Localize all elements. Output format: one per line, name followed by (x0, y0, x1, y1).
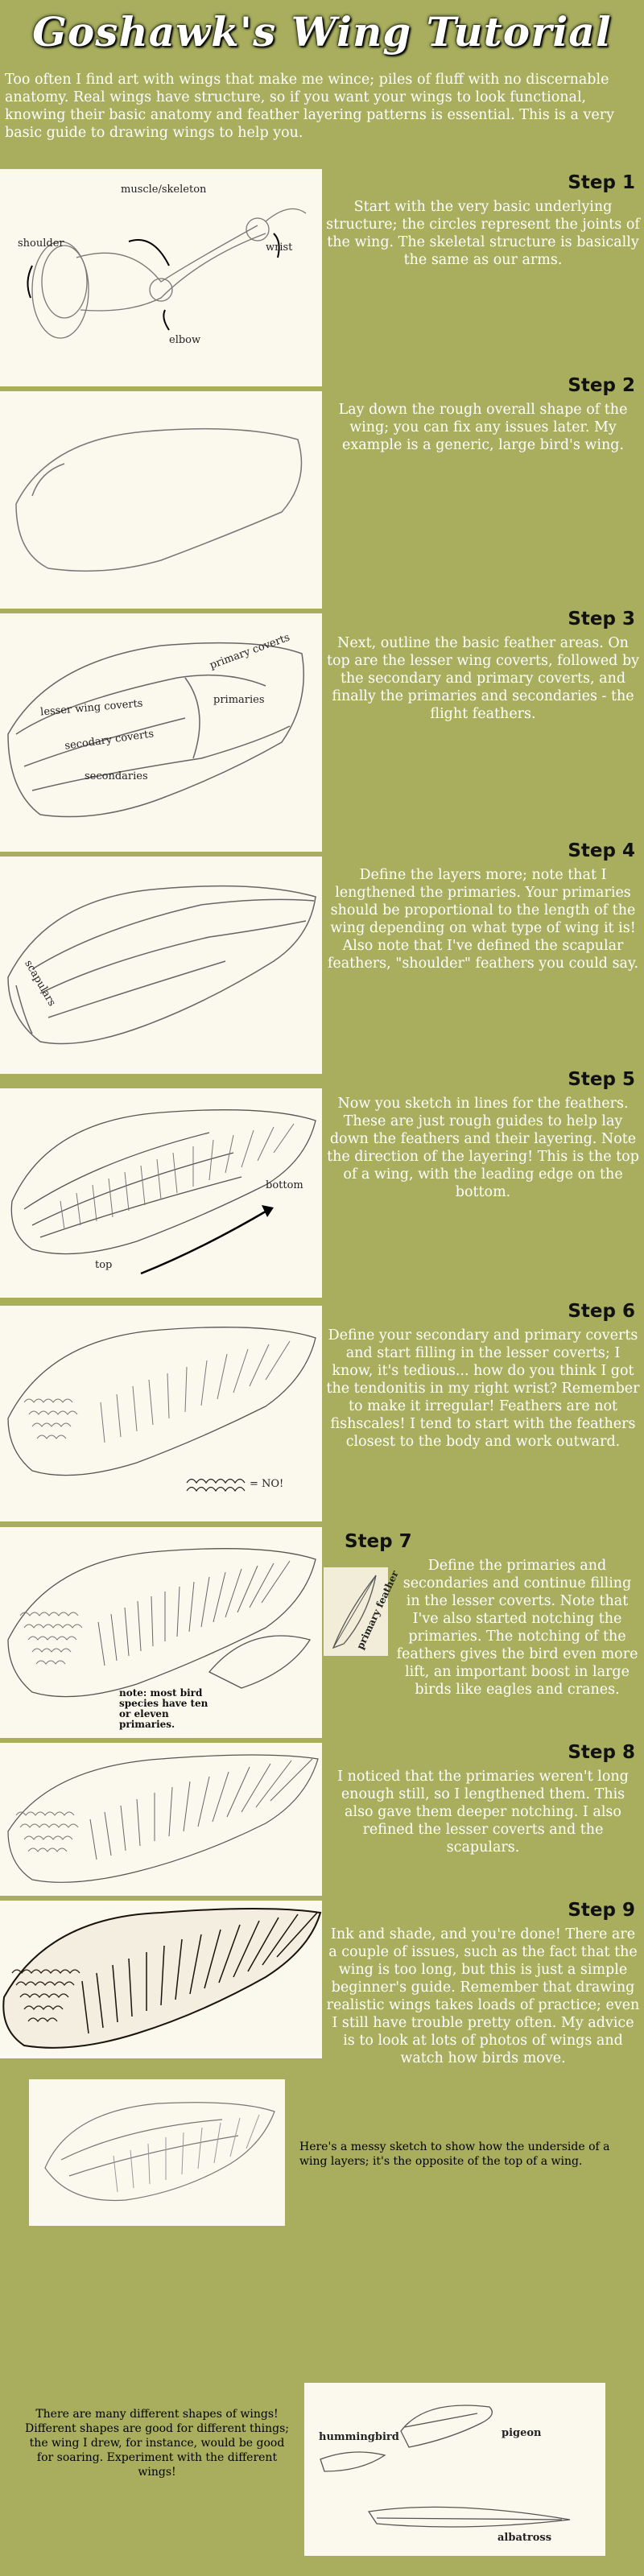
albatross-label: albatross (497, 2532, 552, 2544)
step-text: I noticed that the primaries weren't long enough still, so I lengthened them. This also gave them deeper notching. I also refined the lesser coverts and the scapulars. (337, 1769, 629, 1856)
step-text: Ink and shade, and you're done! There are a couple of issues, such as the fact that the wing is too long, but this is just a simple beginner's guide. Remember that drawing realistic wings takes loads of practice; even I still have trouble pretty often. My advice is to look at lots of photos of wings and watch how birds move. (326, 1926, 640, 2066)
step-text: Define your secondary and primary coverts and start filling in the lesser coverts; I know, it's tedious... how do you think I got the tendonitis in my right wrist? Remember to make it irregular! Feathers are not fishscales! I tend to start with the feathers closest to the body and work outward. (326, 1327, 640, 1450)
top-label: top (95, 1259, 113, 1271)
scapulars-label: scapulars (22, 958, 58, 1009)
step-title: Step 7 (345, 1531, 412, 1552)
step-6 (326, 1301, 640, 1451)
primary-feather-label: primary feather (354, 1569, 401, 1651)
feather-lines-sketch (0, 1088, 322, 1298)
wing-shapes-caption: There are many different shapes of wings! Different shapes are good for different things; the wing I drew, for instance, would be good for soaring. Experiment with the different wings! (25, 2408, 289, 2479)
step-4-image (0, 857, 322, 1074)
no-label: = NO! (250, 1478, 284, 1490)
step-7-image (0, 1527, 322, 1738)
muscle-label: muscle/skeleton (121, 184, 207, 196)
underside-wing-sketch (29, 2079, 285, 2226)
step-3-image (0, 613, 322, 852)
primary-coverts-label: primary coverts (208, 631, 292, 672)
layers-sketch (0, 857, 322, 1074)
elbow-label: elbow (169, 334, 201, 346)
step-text: Now you sketch in lines for the feathers. These are just rough guides to help lay down the feathers and their layering. Note the direction of the layering! This is the top of a wing, with the leading edge on the bottom. (327, 1096, 639, 1200)
pigeon-label: pigeon (502, 2427, 542, 2439)
refined-wing-sketch (0, 1743, 322, 1896)
step-4 (326, 840, 640, 972)
wrist-label: wrist (266, 242, 293, 254)
step-5 (326, 1069, 640, 1201)
step-text: Lay down the rough overall shape of the wing; you can fix any issues later. My example is a generic, large bird's wing. (338, 402, 628, 453)
step-2-image (0, 391, 322, 609)
wing-shapes-sketch (304, 2383, 605, 2556)
primaries-note: note: most bird species have ten or eleven primaries. (119, 1687, 208, 1730)
step-3 (326, 609, 640, 723)
step-title: Step 6 (568, 1301, 635, 1322)
wing-shapes-image (304, 2383, 605, 2556)
skeleton-sketch (0, 169, 322, 386)
lesser-coverts-label: lesser wing coverts (39, 697, 144, 719)
step-text: Start with the very basic underlying structure; the circles represent the joints of the wing. The skeletal structure is basically the same as our arms. (326, 199, 640, 268)
step-title: Step 1 (568, 172, 635, 193)
shoulder-label: shoulder (18, 237, 64, 250)
primary-feather-inset (324, 1567, 401, 1656)
step-2 (326, 375, 640, 454)
secondaries-label: secondaries (85, 770, 148, 782)
intro-text: Too often I find art with wings that make me wince; piles of fluff with no discernable anatomy. Real wings have structure, so if you want your wings to look functional, knowing their basic anatomy and feather layering patterns is essential. This is a very basic guide to drawing wings to help you. (5, 72, 614, 141)
hummingbird-label: hummingbird (319, 2431, 399, 2443)
inked-wing (0, 1901, 322, 2058)
step-title: Step 5 (568, 1069, 635, 1090)
step-9-image (0, 1901, 322, 2058)
step-title: Step 8 (568, 1742, 635, 1763)
step-5-image (0, 1088, 322, 1298)
step-text: Define the layers more; note that I lengthened the primaries. Your primaries should be proportional to the length of the wing depending on what type of wing it is! Also note that I've defined the scapular feathers, "shoulder" feathers you could say. (327, 867, 639, 972)
step-6-image (0, 1306, 322, 1521)
step-8-image (0, 1743, 322, 1896)
page-title: Goshawk's Wing Tutorial (32, 8, 612, 56)
step-title: Step 9 (568, 1900, 635, 1921)
secondary-coverts-label: secodary coverts (64, 728, 155, 753)
step-text: Define the primaries and secondaries and continue filling in the lesser coverts. Note that I've also started notching the primaries. The notching of the feathers gives the bird even more lift, an important boost in large birds like eagles and cranes. (396, 1558, 638, 1698)
step-title: Step 3 (568, 609, 635, 630)
step-title: Step 2 (568, 375, 635, 396)
underside-caption: Here's a messy sketch to show how the underside of a wing layers; it's the opposite of the top of a wing. (299, 2140, 610, 2168)
step-8 (326, 1742, 640, 1856)
underside-image (29, 2079, 285, 2226)
step-1 (326, 172, 640, 269)
step-text: Next, outline the basic feather areas. On top are the lesser wing coverts, followed by the secondary and primary coverts, and finally the primaries and secondaries - the flight feathers. (326, 635, 640, 722)
primaries-label: primaries (213, 694, 265, 706)
step-1-image (0, 169, 322, 386)
step-9 (326, 1900, 640, 2067)
step-title: Step 4 (568, 840, 635, 861)
bottom-label: bottom (266, 1179, 303, 1191)
outline-sketch (0, 391, 322, 609)
